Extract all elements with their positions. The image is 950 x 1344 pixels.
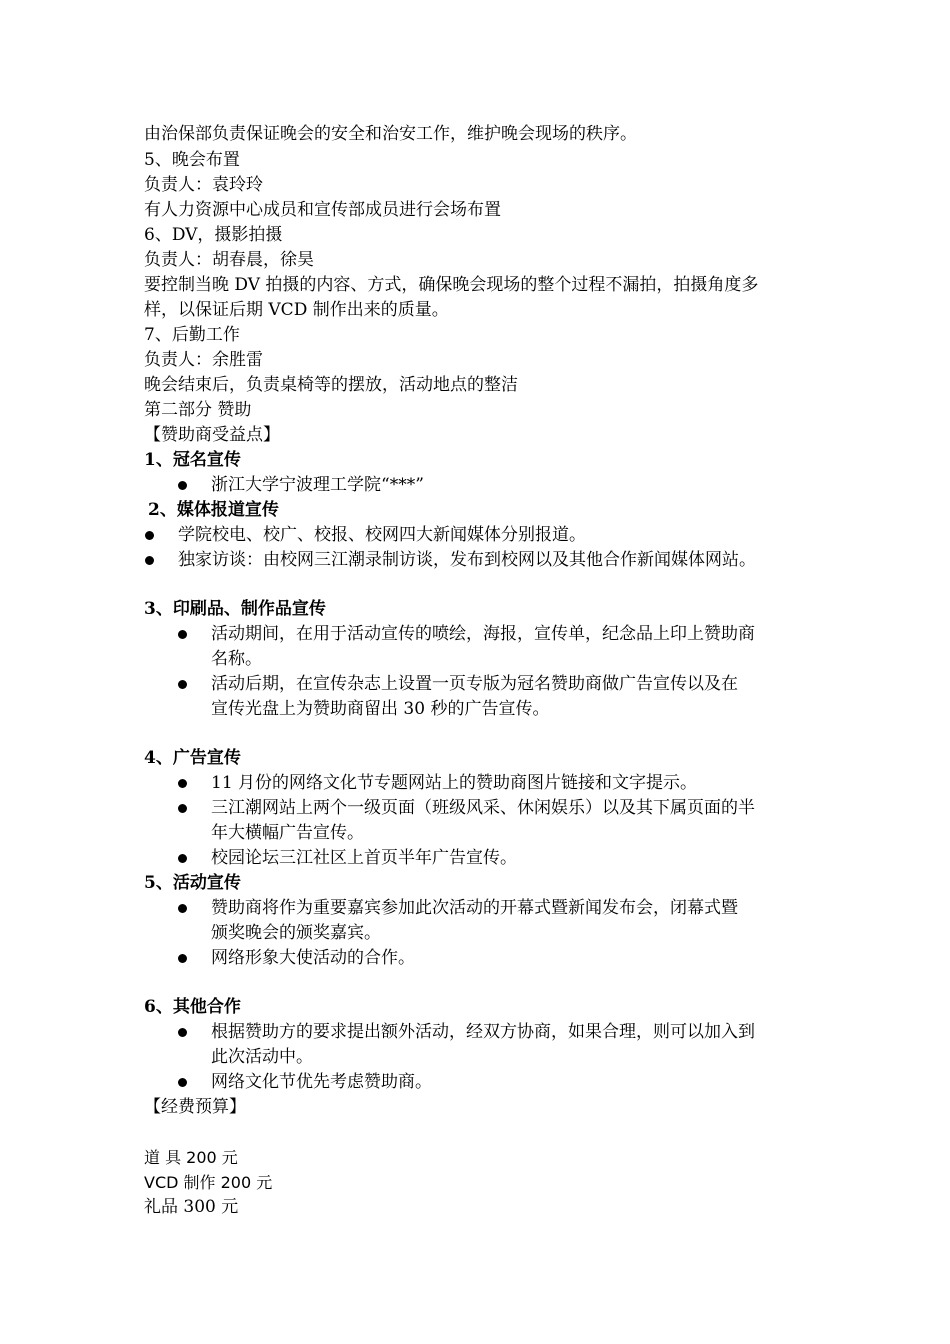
- budget-line: 礼品 300 元: [144, 1197, 239, 1217]
- bullet-icon: [178, 1028, 187, 1037]
- benefit-heading: 6、其他合作: [144, 997, 241, 1017]
- benefits-heading: 【赞助商受益点】: [144, 425, 280, 445]
- benefit-heading: 2、媒体报道宣传: [148, 500, 279, 520]
- bullet-icon: [178, 680, 187, 689]
- bullet-icon: [178, 630, 187, 639]
- budget-line: 道 具 200 元: [144, 1148, 238, 1167]
- paragraph: 晚会结束后，负责桌椅等的摆放，活动地点的整洁: [144, 375, 518, 395]
- benefit-heading: 4、广告宣传: [144, 748, 241, 768]
- section-heading: 6、DV，摄影拍摄: [144, 225, 283, 245]
- bullet-item-line: 三江潮网站上两个一级页面（班级风采、休闲娱乐）以及其下属页面的半: [211, 798, 755, 818]
- bullet-icon: [145, 556, 154, 565]
- paragraph-line: 样，以保证后期 VCD 制作出来的质量。: [144, 300, 449, 320]
- benefit-heading: 3、印刷品、制作品宣传: [144, 599, 326, 619]
- paragraph: 有人力资源中心成员和宣传部成员进行会场布置: [144, 200, 501, 220]
- paragraph-line: 要控制当晚 DV 拍摄的内容、方式，确保晚会现场的整个过程不漏拍，拍摄角度多: [144, 275, 759, 295]
- bullet-item-line: 根据赞助方的要求提出额外活动，经双方协商，如果合理，则可以加入到: [211, 1022, 755, 1042]
- benefit-heading: 1、冠名宣传: [144, 450, 241, 470]
- benefit-heading: 5、活动宣传: [144, 873, 241, 893]
- bullet-item: 网络形象大使活动的合作。: [211, 948, 415, 968]
- bullet-icon: [178, 779, 187, 788]
- bullet-item-line: 年大横幅广告宣传。: [211, 823, 364, 843]
- bullet-icon: [178, 1078, 187, 1087]
- bullet-item: 11 月份的网络文化节专题网站上的赞助商图片链接和文字提示。: [211, 773, 698, 793]
- section-heading: 7、后勤工作: [144, 325, 240, 345]
- part-title: 第二部分 赞助: [144, 400, 252, 420]
- bullet-icon: [178, 954, 187, 963]
- bullet-item: 学院校电、校广、校报、校网四大新闻媒体分别报道。: [178, 525, 586, 545]
- bullet-item-line: 活动期间，在用于活动宣传的喷绘，海报，宣传单，纪念品上印上赞助商: [211, 624, 755, 644]
- budget-heading: 【经费预算】: [144, 1097, 246, 1117]
- bullet-icon: [145, 531, 154, 540]
- bullet-item: 校园论坛三江社区上首页半年广告宣传。: [211, 848, 517, 868]
- owner-line: 负责人：胡春晨，徐昊: [144, 250, 314, 270]
- bullet-icon: [178, 854, 187, 863]
- bullet-item: 独家访谈：由校网三江潮录制访谈，发布到校网以及其他合作新闻媒体网站。: [178, 550, 756, 570]
- bullet-icon: [178, 904, 187, 913]
- section-heading: 5、晚会布置: [144, 150, 240, 170]
- bullet-icon: [178, 481, 187, 490]
- bullet-item-line: 颁奖晚会的颁奖嘉宾。: [211, 923, 381, 943]
- owner-line: 负责人：余胜雷: [144, 350, 263, 370]
- bullet-item: 浙江大学宁波理工学院“***”: [211, 475, 424, 495]
- owner-line: 负责人：袁玲玲: [144, 175, 263, 195]
- budget-line: VCD 制作 200 元: [144, 1173, 273, 1192]
- security-paragraph: 由治保部负责保证晚会的安全和治安工作，维护晚会现场的秩序。: [144, 124, 637, 144]
- bullet-item-line: 名称。: [211, 649, 262, 669]
- bullet-item: 网络文化节优先考虑赞助商。: [211, 1072, 432, 1092]
- bullet-item-line: 活动后期，在宣传杂志上设置一页专版为冠名赞助商做广告宣传以及在: [211, 674, 738, 694]
- bullet-icon: [178, 804, 187, 813]
- bullet-item-line: 此次活动中。: [211, 1047, 313, 1067]
- bullet-item-line: 宣传光盘上为赞助商留出 30 秒的广告宣传。: [211, 699, 550, 719]
- bullet-item-line: 赞助商将作为重要嘉宾参加此次活动的开幕式暨新闻发布会，闭幕式暨: [211, 898, 738, 918]
